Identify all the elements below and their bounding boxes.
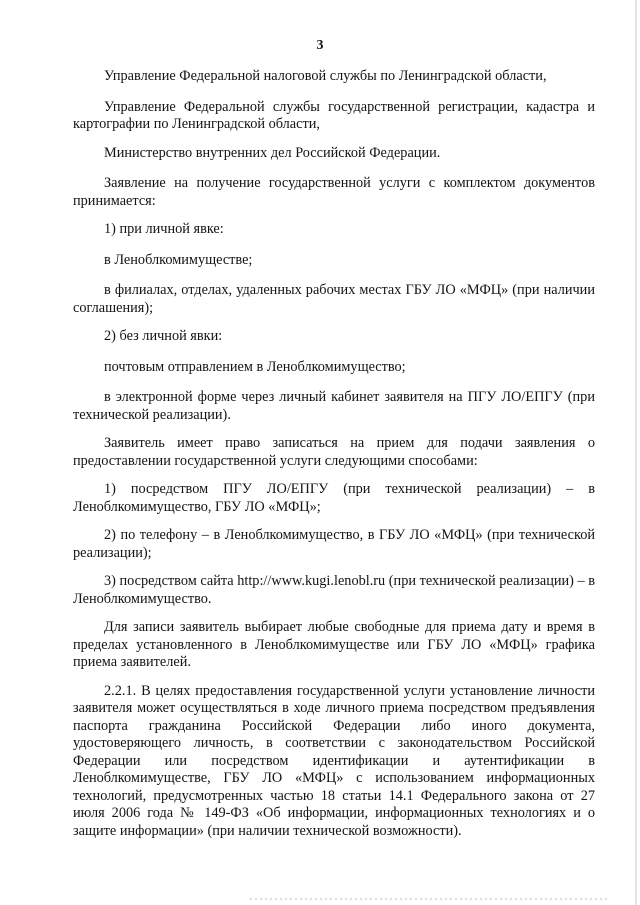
paragraph-2-2-1: 2.2.1. В целях предоставления государственной услуги установление личности заявителя может осуществляться в ходе личного приема посредством предъявления паспорта гражданина Российской Федерации либо иного документа, удостоверяющего личность, в соответствии с законодательством Российской Федерации или посредством идентификации и аутентификации в Леноблкомимуществе, ГБУ ЛО «МФЦ» с использованием информационных технологий, предусмотренных частью 18 статьи 14.1 Федерального закона от 27 июля 2006 года № 149-ФЗ «Об информации, информационных технологиях и о защите информации» (при наличии технической возможности). [73, 682, 595, 839]
paragraph-postal: почтовым отправлением в Леноблкомимущество; [104, 358, 406, 375]
paragraph-appointment-portal: 1) посредством ПГУ ЛО/ЕПГУ (при технической реализации) – в Леноблкомимущество, ГБУ ЛО «МФЦ»; [73, 481, 595, 515]
paragraph-appointment-right: Заявитель имеет право записаться на прием для подачи заявления о предоставлении государственной услуги следующими способами: [73, 435, 595, 469]
paragraph-appointment-phone: 2) по телефону – в Леноблкомимущество, в ГБУ ЛО «МФЦ» (при технической реализации); [73, 527, 595, 561]
paragraph-rosreestr: Управление Федеральной службы государственной регистрации, кадастра и картографии по Ленинградской области, [73, 98, 595, 132]
paragraph-mfc-branches: в филиалах, отделах, удаленных рабочих местах ГБУ ЛО «МФЦ» (при наличии соглашения); [73, 282, 595, 316]
paragraph-appointment-site: 3) посредством сайта http://www.kugi.lenobl.ru (при технической реализации) – в Леноблкомимущество. [73, 573, 595, 607]
page-number: 3 [316, 38, 324, 53]
paragraph-in-person: 1) при личной явке: [104, 221, 224, 237]
paragraph-electronic: в электронной форме через личный кабинет заявителя на ПГУ ЛО/ЕПГУ (при технической реализации). [73, 389, 595, 423]
paragraph-application-accepted: Заявление на получение государственной услуги с комплектом документов принимается: [73, 175, 595, 209]
paragraph-lenoblkomimushchestvo: в Леноблкомимуществе; [104, 251, 253, 268]
paragraph-mvd: Министерство внутренних дел Российской Федерации. [104, 144, 441, 161]
paragraph-fns: Управление Федеральной налоговой службы по Ленинградской области, [104, 68, 547, 84]
paragraph-appointment-choice: Для записи заявитель выбирает любые свободные для приема дату и время в пределах установленного в Леноблкомимуществе или ГБУ ЛО «МФЦ» графика приема заявителей. [73, 619, 595, 670]
document-body [73, 68, 595, 840]
paragraph-remote: 2) без личной явки: [104, 328, 223, 344]
